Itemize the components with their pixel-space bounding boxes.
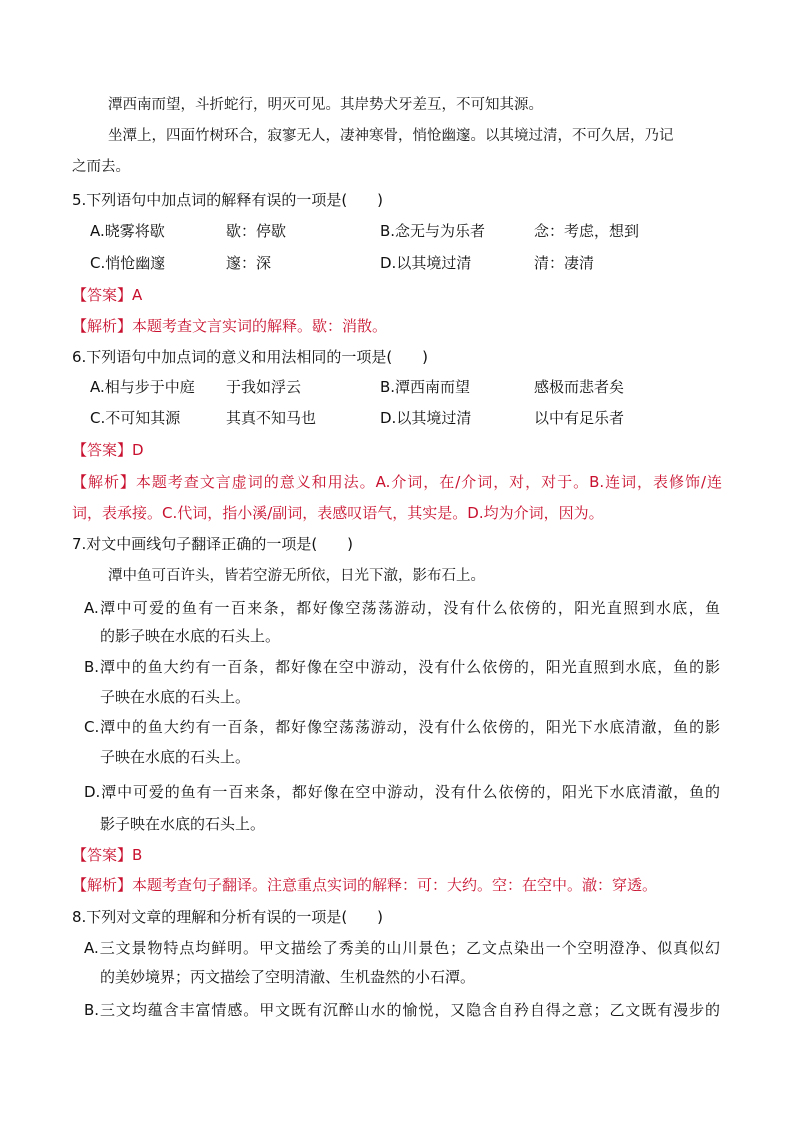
question-6-stem: 6.下列语句中加点词的意义和用法相同的一项是( ) <box>72 348 429 366</box>
analysis-text: 本题考查文言虚词的意义和用法。A.介词，在/介词，对，对于。B.连词，表修饰/连 <box>135 473 722 491</box>
q5-option-a-sentence: A.晓雾将歇 <box>90 222 165 240</box>
q6-option-d-pair: 以中有足乐者 <box>534 409 625 427</box>
q6-option-a-pair: 于我如浮云 <box>226 378 302 396</box>
answer-value: A <box>132 286 143 304</box>
q6-option-b-pair: 感极而悲者矣 <box>534 378 625 396</box>
q5-option-d-gloss: 清：凄清 <box>534 254 595 272</box>
q7-option-d-line-2: 影子映在水底的石头上。 <box>100 815 266 833</box>
answer-value: B <box>132 846 143 864</box>
q7-option-a-line-2: 的影子映在水底的石头上。 <box>100 627 281 645</box>
q7-quoted-sentence: 潭中鱼可百许头，皆若空游无所依，日光下澈，影布石上。 <box>108 568 485 584</box>
answer-value: D <box>132 441 144 459</box>
passage-paragraph-2-line-1: 坐潭上，四面竹树环合，寂寥无人，凄神寒骨，悄怆幽邃。以其境过清，不可久居，乃记 <box>108 128 674 144</box>
q7-analysis-line <box>72 876 732 894</box>
q7-option-b-line-2: 子映在水底的石头上。 <box>100 688 251 706</box>
q5-option-c-gloss: 邃：深 <box>226 254 272 272</box>
passage-paragraph-1: 潭西南而望，斗折蛇行，明灭可见。其岸势犬牙差互，不可知其源。 <box>108 97 543 113</box>
answer-tag: 【答案】 <box>72 286 133 304</box>
q5-analysis-line <box>72 317 732 335</box>
question-8-stem: 8.下列对文章的理解和分析有误的一项是( ) <box>72 908 384 926</box>
q7-option-c-line-2: 子映在水底的石头上。 <box>100 748 251 766</box>
q7-answer-line <box>72 846 732 864</box>
q8-option-b-line-1: B.三文均蕴含丰富情感。甲文既有沉醉山水的愉悦，又隐含自矜自得之意；乙文既有漫步的 <box>84 1001 720 1019</box>
q6-option-c-pair: 其真不知马也 <box>226 409 317 427</box>
q7-option-d-line-1: D.潭中可爱的鱼有一百来条，都好像在空中游动，没有什么依傍的，阳光下水底清澈，鱼的 <box>84 783 720 801</box>
q8-option-a-line-1: A.三文景物特点均鲜明。甲文描绘了秀美的山川景色；乙文点染出一个空明澄净、似真似幻 <box>84 939 720 957</box>
analysis-text: 本题考查文言实词的解释。歇：消散。 <box>132 317 388 335</box>
answer-tag: 【答案】 <box>72 846 133 864</box>
q5-answer-line <box>72 286 732 304</box>
q7-option-a-line-1: A.潭中可爱的鱼有一百来条，都好像空荡荡游动，没有什么依傍的，阳光直照到水底，鱼 <box>84 599 720 617</box>
q6-option-d-sentence: D.以其境过清 <box>380 409 472 427</box>
question-5-stem: 5.下列语句中加点词的解释有误的一项是( ) <box>72 191 384 209</box>
answer-tag: 【答案】 <box>72 441 133 459</box>
q6-option-a-sentence: A.相与步于中庭 <box>90 378 195 396</box>
q5-option-b-sentence: B.念无与为乐者 <box>380 222 486 240</box>
analysis-tag: 【解析】 <box>72 473 136 491</box>
q7-option-b-line-1: B.潭中的鱼大约有一百条，都好像在空中游动，没有什么依傍的，阳光直照到水底，鱼的影 <box>84 658 720 676</box>
q6-option-b-sentence: B.潭西南而望 <box>380 378 471 396</box>
q6-analysis-line-2: 词，表承接。C.代词，指小溪/副词，表感叹语气，其实是。D.均为介词，因为。 <box>72 504 604 522</box>
q6-answer-line <box>72 441 732 459</box>
q5-option-d-sentence: D.以其境过清 <box>380 254 472 272</box>
q5-option-a-gloss: 歇：停歇 <box>226 222 287 240</box>
q7-option-c-line-1: C.潭中的鱼大约有一百条，都好像空荡荡游动，没有什么依傍的，阳光下水底清澈，鱼的影 <box>84 718 720 736</box>
q6-option-c-sentence: C.不可知其源 <box>90 409 181 427</box>
question-7-stem: 7.对文中画线句子翻译正确的一项是( ) <box>72 535 354 553</box>
q6-analysis-line-1 <box>72 473 722 491</box>
analysis-tag: 【解析】 <box>72 317 133 335</box>
analysis-text: 本题考查句子翻译。注意重点实词的解释：可：大约。空：在空中。澈：穿透。 <box>132 876 658 894</box>
analysis-tag: 【解析】 <box>72 876 133 894</box>
passage-paragraph-2-line-2: 之而去。 <box>72 159 130 175</box>
q8-option-a-line-2: 的美妙境界；丙文描绘了空明清澈、生机盎然的小石潭。 <box>100 968 476 986</box>
q5-option-c-sentence: C.悄怆幽邃 <box>90 254 166 272</box>
q5-option-b-gloss: 念：考虑，想到 <box>534 222 640 240</box>
